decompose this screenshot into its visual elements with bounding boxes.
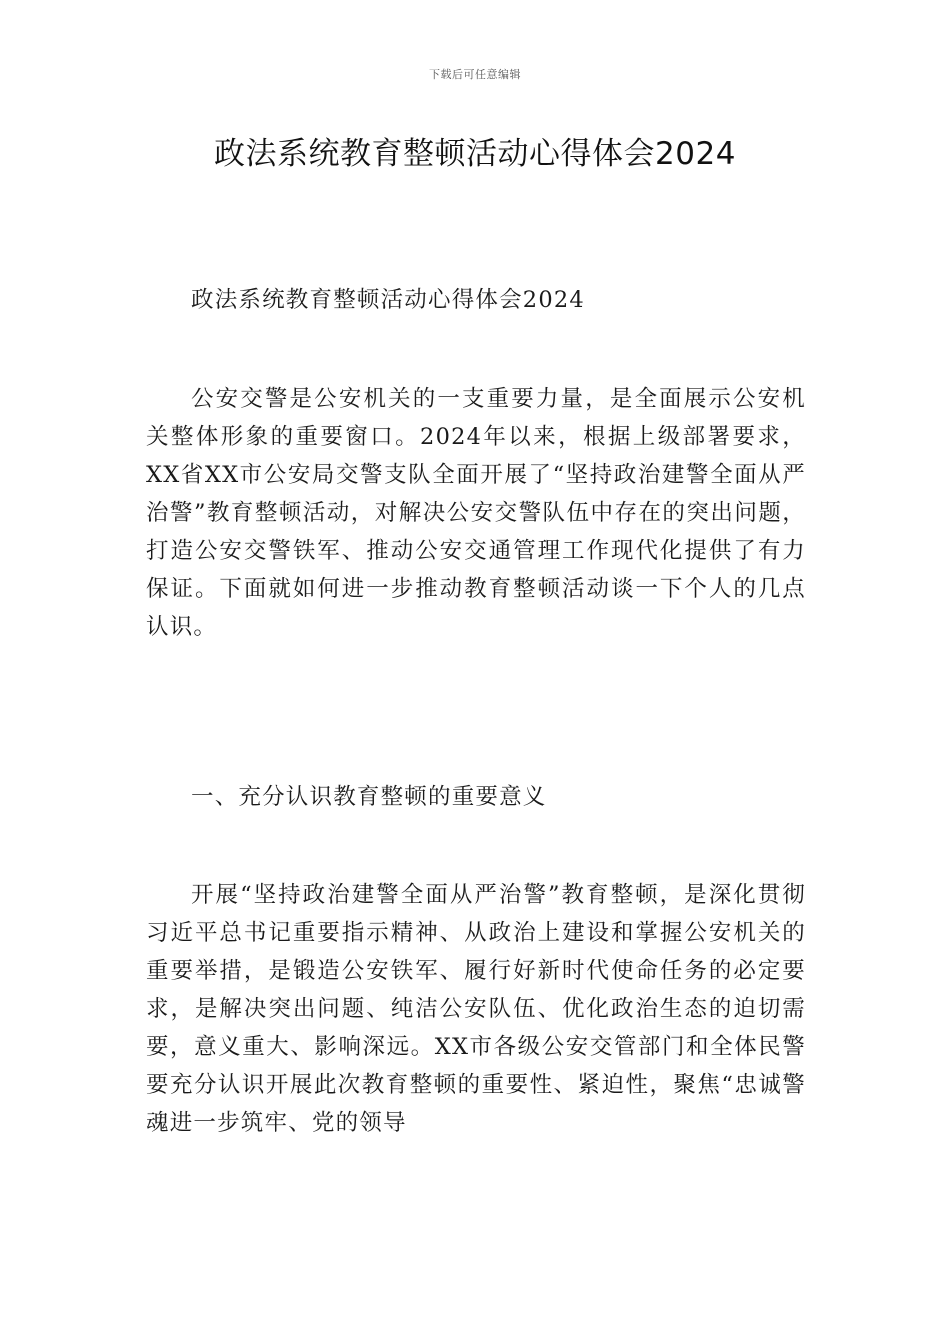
document-title: 政法系统教育整顿活动心得体会2024 [214,136,736,172]
header-note: 下载后可任意编辑 [429,68,521,81]
document-subtitle: 政法系统教育整顿活动心得体会2024 [191,287,585,313]
paragraph-intro: 公安交警是公安机关的一支重要力量，是全面展示公安机关整体形象的重要窗口。2024年以来，根据上级部署要求，XX省XX市公安局交警支队全面开展了“坚持政治建警全面从严治警”教育整顿活动，对解决公安交警队伍中存在的突出问题，打造公安交警铁军、推动公安交通管理工作现代化提供了有力保证。下面就如何进一步推动教育整顿活动谈一下个人的几点认识。 [146,386,806,640]
section-heading-1: 一、充分认识教育整顿的重要意义 [191,784,547,810]
paragraph-significance: 开展“坚持政治建警全面从严治警”教育整顿，是深化贯彻习近平总书记重要指示精神、从政治上建设和掌握公安机关的重要举措，是锻造公安铁军、履行好新时代使命任务的必定要求，是解决突出问题、纯洁公安队伍、优化政治生态的迫切需要，意义重大、影响深远。XX市各级公安交管部门和全体民警要充分认识开展此次教育整顿的重要性、紧迫性，聚焦“忠诚警魂进一步筑牢、党的领导 [146,882,806,1136]
